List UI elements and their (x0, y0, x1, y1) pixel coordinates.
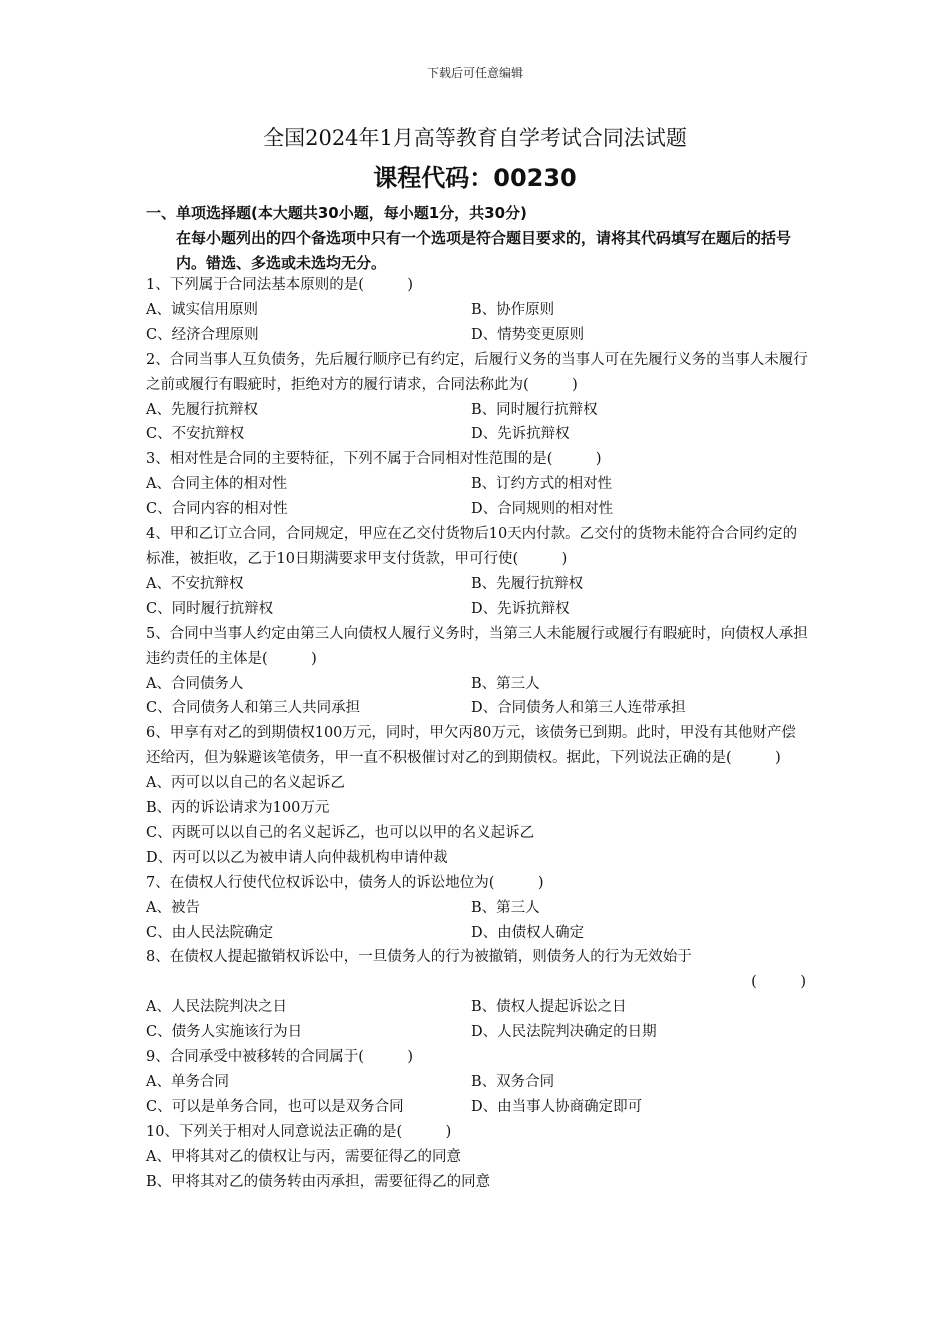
option-b: B、订约方式的相对性 (471, 476, 613, 493)
section-heading: 一、单项选择题(本大题共30小题，每小题1分，共30分) (146, 204, 527, 222)
option-c: C、不安抗辩权 (146, 426, 245, 443)
option-a: A、丙可以以自己的名义起诉乙 (146, 775, 345, 792)
option-b: B、第三人 (471, 675, 540, 692)
question-stem: 7、在债权人行使代位权诉讼中，债务人的诉讼地位为( ) (146, 874, 544, 891)
question-2 (146, 348, 808, 448)
question-stem: 6、甲享有对乙的到期债权100万元，同时，甲欠丙80万元，该债务已到期。此时，甲没有其他财产偿还给丙，但为躲避该笔债务，甲一直不积极催讨对乙的到期债权。据此，下列说法正确的是( ) (146, 725, 796, 767)
option-c: C、合同债务人和第三人共同承担 (146, 700, 361, 717)
option-a: A、不安抗辩权 (146, 575, 244, 592)
option-d: D、先诉抗辩权 (471, 426, 570, 443)
option-c: C、同时履行抗辩权 (146, 600, 274, 617)
option-a: A、合同债务人 (146, 675, 244, 692)
option-d: D、先诉抗辩权 (471, 600, 570, 617)
option-a: A、诚实信用原则 (146, 301, 258, 318)
option-d: D、丙可以以乙为被申请人向仲裁机构申请仲裁 (146, 849, 448, 866)
option-d: D、人民法院判决确定的日期 (471, 1024, 657, 1041)
option-a: A、合同主体的相对性 (146, 476, 287, 493)
option-c: C、由人民法院确定 (146, 924, 274, 941)
option-c: C、可以是单务合同，也可以是双务合同 (146, 1098, 404, 1115)
option-c: C、债务人实施该行为日 (146, 1024, 303, 1041)
question-5 (146, 622, 808, 722)
option-c: C、丙既可以以自己的名义起诉乙，也可以以甲的名义起诉乙 (146, 824, 535, 841)
option-a: A、人民法院判决之日 (146, 999, 287, 1016)
answer-paren: ( ) (751, 974, 806, 991)
option-a: A、单务合同 (146, 1074, 229, 1090)
question-3 (146, 447, 808, 522)
option-b: B、债权人提起诉讼之日 (471, 999, 627, 1016)
option-d: D、合同债务人和第三人连带承担 (471, 700, 686, 717)
option-b: B、丙的诉讼请求为100万元 (146, 800, 330, 817)
question-stem: 3、相对性是合同的主要特征，下列不属于合同相对性范围的是( ) (146, 451, 602, 468)
question-7 (146, 871, 808, 946)
option-d: D、由当事人协商确定即可 (471, 1098, 643, 1115)
question-stem: 10、下列关于相对人同意说法正确的是( ) (146, 1123, 452, 1140)
question-1 (146, 273, 808, 348)
question-stem: 5、合同中当事人约定由第三人向债权人履行义务时，当第三人未能履行或履行有暇疵时，向债权人承担违约责任的主体是( ) (146, 625, 808, 667)
header-note: 下载后可任意编辑 (426, 66, 523, 80)
question-10 (146, 1120, 808, 1195)
question-stem: 8、在债权人提起撤销权诉讼中，一旦债务人的行为被撤销，则债务人的行为无效始于 (146, 949, 692, 966)
option-b: B、甲将其对乙的债务转由丙承担，需要征得乙的同意 (146, 1173, 491, 1190)
option-d: D、合同规则的相对性 (471, 501, 614, 518)
option-b: B、协作原则 (471, 301, 555, 318)
option-a: A、先履行抗辩权 (146, 401, 258, 418)
question-4 (146, 522, 808, 622)
option-b: B、第三人 (471, 899, 540, 916)
option-b: B、先履行抗辩权 (471, 575, 584, 592)
question-6 (146, 721, 808, 870)
option-a: A、甲将其对乙的债权让与丙，需要征得乙的同意 (146, 1148, 461, 1165)
exam-title: 全国2024年1月高等教育自学考试合同法试题 (263, 126, 687, 150)
question-stem: 4、甲和乙订立合同，合同规定，甲应在乙交付货物后10天内付款。乙交付的货物未能符合合同约定的标准，被拒收，乙于10日期满要求甲支付货款，甲可行使( ) (146, 526, 798, 567)
question-stem: 2、合同当事人互负债务，先后履行顺序已有约定，后履行义务的当事人可在先履行义务的当事人未履行之前或履行有暇疵时，拒绝对方的履行请求，合同法称此为( ) (146, 351, 808, 393)
option-d: D、由债权人确定 (471, 924, 585, 941)
option-b: B、双务合同 (471, 1074, 555, 1090)
option-c: C、合同内容的相对性 (146, 501, 288, 518)
option-a: A、被告 (146, 899, 200, 916)
question-9 (146, 1045, 808, 1120)
option-b: B、同时履行抗辩权 (471, 401, 598, 418)
course-code: 课程代码：00230 (373, 164, 577, 192)
section-instructions: 在每小题列出的四个备选项中只有一个选项是符合题目要求的，请将其代码填写在题后的括号内。错选、多选或未选均无分。 (176, 229, 792, 272)
question-8 (146, 945, 808, 1045)
question-stem: 1、下列属于合同法基本原则的是( ) (146, 277, 414, 293)
question-stem: 9、合同承受中被移转的合同属于( ) (146, 1049, 414, 1066)
option-c: C、经济合理原则 (146, 326, 259, 343)
option-d: D、情势变更原则 (471, 326, 585, 343)
question-list (146, 273, 808, 1195)
